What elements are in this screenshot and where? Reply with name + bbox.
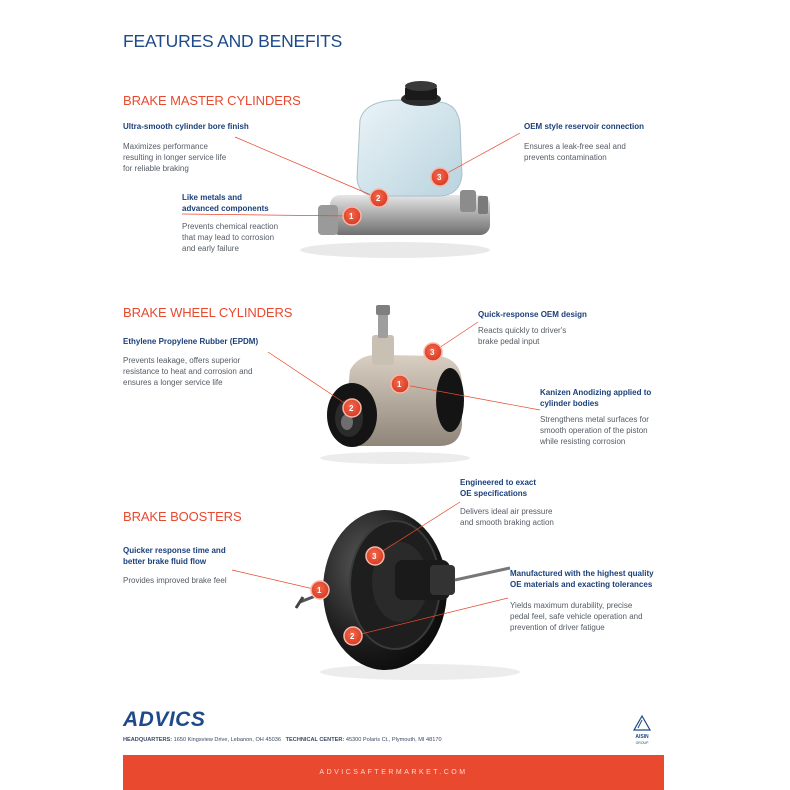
aisin-group-text: GROUP	[635, 741, 649, 745]
website-link[interactable]: ADVICSAFTERMARKET.COM	[319, 769, 468, 776]
marker-1: 1	[349, 212, 354, 221]
marker-1: 1	[317, 586, 322, 595]
feature-body-epdm: Prevents leakage, offers superior resistance to heat and corrosion and ensures a longer service life	[123, 356, 253, 387]
tc-address: 45300 Polaris Ct., Plymouth, MI 48170	[345, 737, 442, 743]
feature-title-quick-response: Quick-response OEM design	[478, 310, 587, 319]
aisin-logo-text: AISIN	[635, 734, 649, 740]
section-title-boosters: BRAKE BOOSTERS	[123, 509, 242, 524]
feature-title-materials: Manufactured with the highest quality OE materials and exacting tolerances	[510, 569, 654, 589]
footer-bar	[123, 755, 664, 790]
section-title-master-cylinders: BRAKE MASTER CYLINDERS	[123, 93, 301, 108]
master-cylinder-illustration	[300, 81, 490, 258]
marker-2: 2	[376, 194, 381, 203]
feature-body-kanizen: Strengthens metal surfaces for smooth operation of the piston while resisting corrosion	[540, 415, 649, 446]
feature-title-bore-finish: Ultra-smooth cylinder bore finish	[123, 122, 249, 131]
hq-address: 1650 Kingsview Drive, Lebanon, OH 45036	[173, 737, 281, 743]
marker-2: 2	[349, 404, 354, 413]
marker-3: 3	[372, 552, 377, 561]
advics-logo: ADVICS	[123, 708, 206, 731]
brake-booster-illustration	[296, 510, 520, 680]
feature-title-reservoir: OEM style reservoir connection	[524, 122, 645, 131]
marker-2: 2	[350, 632, 355, 641]
feature-body-bore-finish: Maximizes performance resulting in longer service life for reliable braking	[123, 142, 227, 173]
feature-title-epdm: Ethylene Propylene Rubber (EPDM)	[123, 337, 259, 346]
marker-3: 3	[430, 348, 435, 357]
aisin-logo-icon	[634, 716, 650, 730]
feature-title-oe-specs: Engineered to exact OE specifications	[460, 478, 537, 498]
feature-body-materials: Yields maximum durability, precise pedal feel, safe vehicle operation and prevention of driver fatigue	[510, 601, 643, 632]
tc-label: TECHNICAL CENTER:	[285, 737, 345, 743]
section-title-wheel-cylinders: BRAKE WHEEL CYLINDERS	[123, 305, 293, 320]
feature-body-response-time: Provides improved brake feel	[123, 576, 227, 585]
feature-title-like-metals: Like metals and advanced components	[182, 193, 269, 213]
feature-body-quick-response: Reacts quickly to driver's brake pedal input	[478, 326, 567, 346]
feature-body-oe-specs: Delivers ideal air pressure and smooth braking action	[460, 507, 554, 527]
marker-1: 1	[397, 380, 402, 389]
hq-label: HEADQUARTERS:	[123, 737, 173, 743]
marker-3: 3	[437, 173, 442, 182]
feature-title-kanizen: Kanizen Anodizing applied to cylinder bodies	[540, 388, 652, 408]
page-title: FEATURES AND BENEFITS	[123, 31, 343, 51]
feature-body-like-metals: Prevents chemical reaction that may lead to corrosion and early failure	[182, 222, 279, 253]
feature-body-reservoir: Ensures a leak-free seal and prevents contamination	[524, 142, 626, 162]
feature-title-response-time: Quicker response time and better brake fluid flow	[123, 546, 226, 566]
footer-addresses	[123, 737, 442, 743]
